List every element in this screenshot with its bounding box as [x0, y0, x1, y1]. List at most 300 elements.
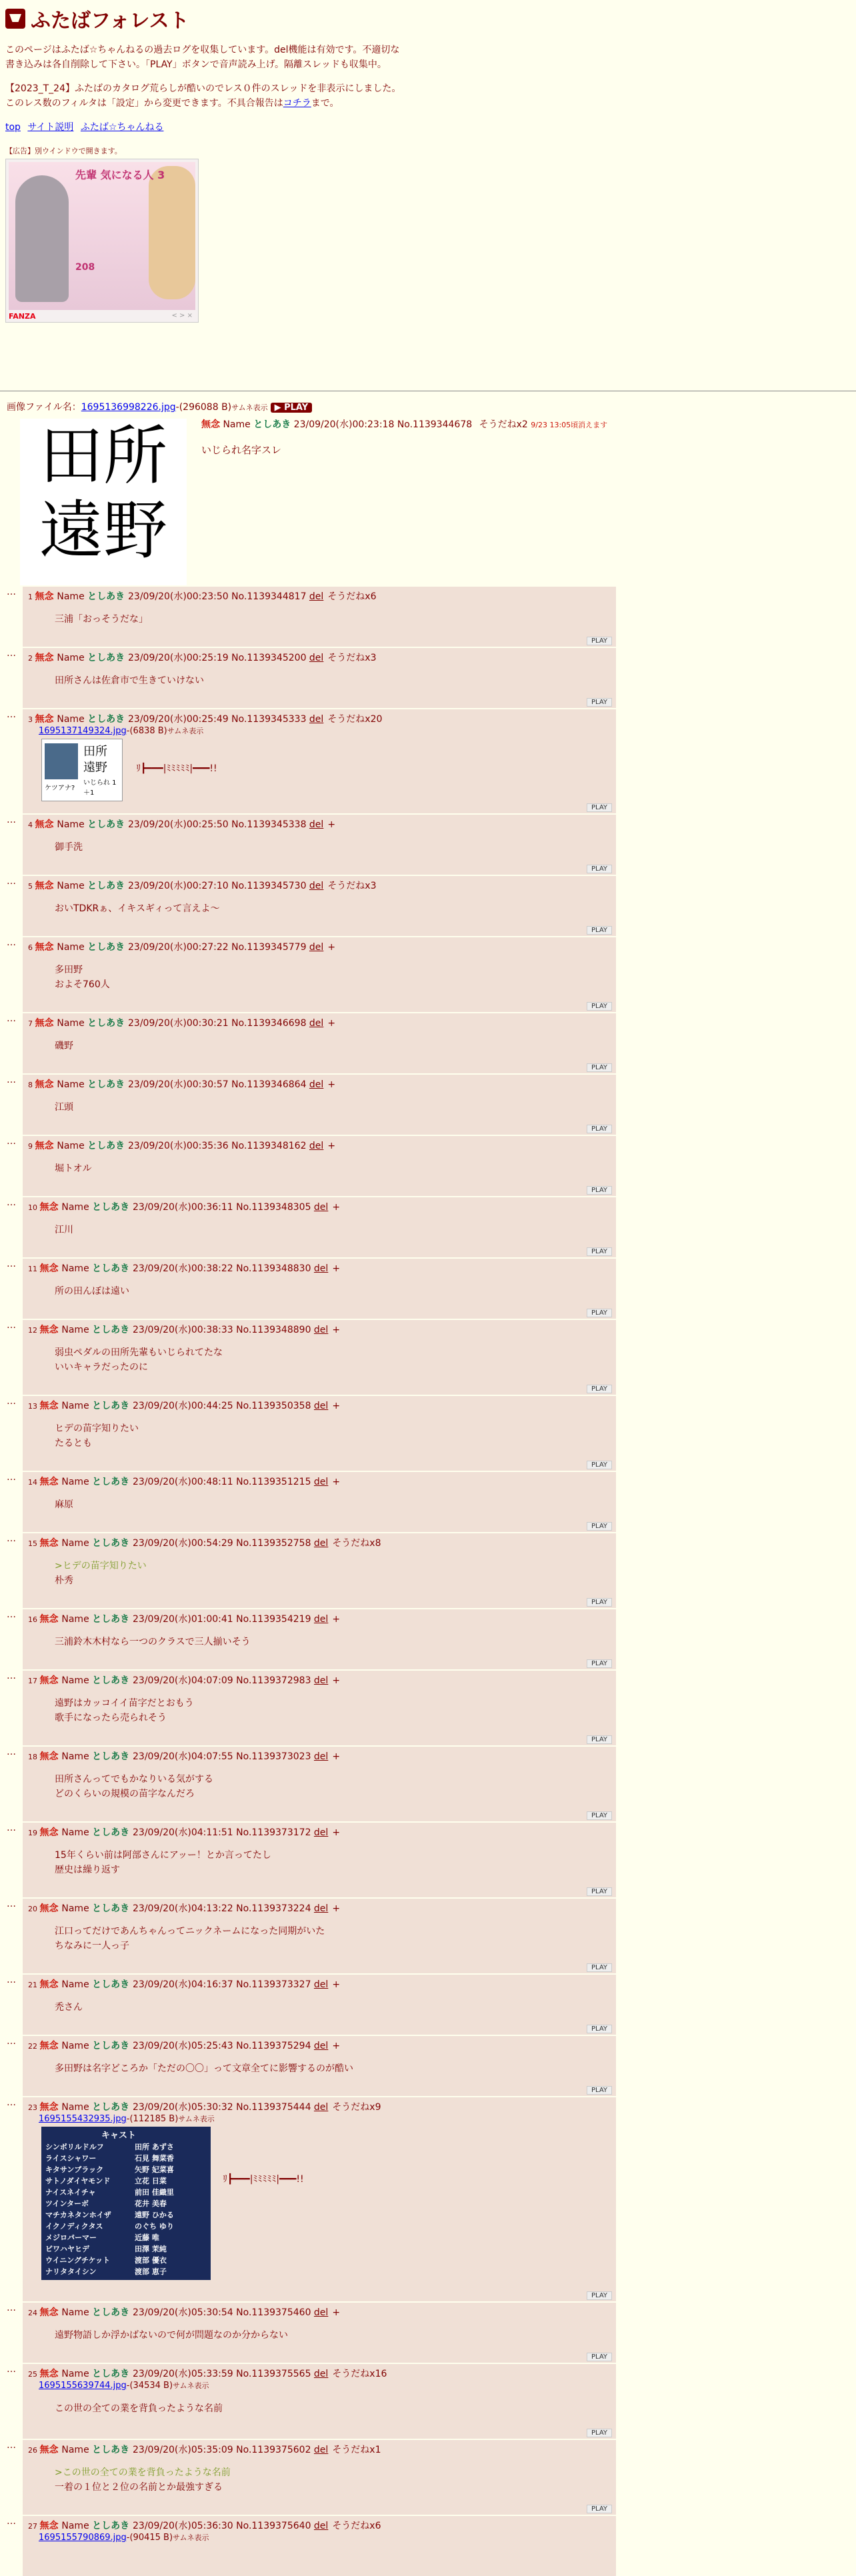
reply-number: 26	[28, 2446, 40, 2455]
reply-header	[28, 940, 335, 953]
reply-box	[23, 1013, 616, 1073]
reply-sodane[interactable]: +	[332, 1263, 341, 1274]
reply-sodane[interactable]: +	[327, 819, 336, 830]
thumb-cast-role: シンボリルドルフ	[45, 2143, 104, 2151]
reply-play-button[interactable]: PLAY	[587, 637, 612, 645]
reply-name-label: Name	[57, 591, 88, 602]
nav-about-link[interactable]: サイト説明	[27, 122, 74, 133]
reply-body	[55, 901, 220, 916]
reply-thumb[interactable]	[41, 739, 123, 801]
op-file-line: 画像ファイル名：1695136998226.jpg-(296088 B)サムネ表示 ▶ PLAY	[7, 400, 312, 413]
reply-box	[23, 2036, 616, 2096]
reply-play-button[interactable]: PLAY	[587, 2353, 612, 2361]
ad-banner[interactable]	[5, 159, 199, 323]
reply-del-link[interactable]: del	[313, 1325, 329, 1335]
reply-thumb-note[interactable]: サムネ表示	[178, 2115, 215, 2123]
reply-body	[55, 1100, 73, 1115]
reply-date: 23/09/20(水)00:27:10	[128, 881, 232, 891]
reply-subject: 無念	[39, 1675, 62, 1686]
reply-sodane[interactable]: +	[327, 1018, 336, 1029]
reply-sodane[interactable]: +	[332, 1401, 341, 1411]
reply-name-label: Name	[61, 2445, 93, 2455]
reply-body-line: 歴史は繰り返す	[55, 1865, 120, 1875]
reply-body	[55, 1284, 129, 1299]
reply-subject: 無念	[39, 1979, 62, 1990]
reply-sodane[interactable]: +	[332, 2041, 341, 2051]
reply-body-line: この世の全ての業を背負ったような名前	[55, 2403, 223, 2414]
reply-no: No.1139348305	[236, 1202, 314, 1213]
reply-no: No.1139348890	[236, 1325, 314, 1335]
reply-header	[28, 879, 377, 892]
reply-body-line: 15年くらい前は阿部さんにアッー！とか言ってたし	[55, 1850, 271, 1861]
reply-number: 8	[28, 1081, 35, 1089]
reply-date: 23/09/20(水)00:36:11	[133, 1202, 237, 1213]
op-play-button[interactable]: ▶ PLAY	[271, 403, 313, 413]
reply-row	[7, 1747, 616, 1821]
reply-box	[23, 1197, 616, 1257]
reply-body-line: 麻原	[55, 1499, 73, 1510]
reply-del-link[interactable]: del	[309, 1079, 324, 1090]
reply-thumb-note[interactable]: サムネ表示	[167, 727, 204, 735]
reply-sodane[interactable]: そうだねx9	[332, 2102, 381, 2113]
reply-play-button[interactable]: PLAY	[587, 1963, 612, 1972]
reply-sodane[interactable]: +	[327, 1141, 336, 1151]
reply-row	[7, 648, 616, 708]
reply-play-button[interactable]: PLAY	[587, 865, 612, 873]
reply-sodane[interactable]: +	[332, 1979, 341, 1990]
reply-header	[28, 2305, 340, 2319]
reply-body-line: 一着の１位と２位の名前とか最強すぎる	[55, 2482, 223, 2493]
reply-sodane[interactable]: +	[332, 1827, 341, 1838]
reply-box	[23, 1259, 616, 1319]
reply-play-button[interactable]: PLAY	[587, 1887, 612, 1896]
reply-play-button[interactable]: PLAY	[587, 803, 612, 812]
reply-no: No.1139375602	[236, 2445, 314, 2455]
reply-row	[7, 1975, 616, 2035]
reply-number: 20	[28, 1905, 40, 1913]
reply-play-button[interactable]: PLAY	[587, 1125, 612, 1133]
reply-number: 5	[28, 882, 35, 891]
reply-dots: …	[7, 2036, 16, 2047]
reply-file-link[interactable]: 1695137149324.jpg	[39, 726, 127, 736]
reply-play-button[interactable]: PLAY	[587, 1522, 612, 1531]
reply-date: 23/09/20(水)05:35:09	[133, 2445, 237, 2455]
reply-sodane[interactable]: そうだねx6	[327, 591, 377, 602]
thumb-cast-actor: 田澤 茉純	[135, 2245, 167, 2253]
reply-play-button[interactable]: PLAY	[587, 2505, 612, 2513]
reply-header	[28, 2100, 381, 2113]
reply-del-link[interactable]: del	[313, 1202, 329, 1213]
reply-dots: …	[7, 1472, 16, 1483]
reply-del-link[interactable]: del	[313, 1751, 329, 1762]
reply-body	[55, 963, 110, 992]
reply-date: 23/09/20(水)00:35:36	[128, 1141, 232, 1151]
reply-date: 23/09/20(水)00:54:29	[133, 1538, 237, 1549]
site-title[interactable]: ふたばフォレスト	[31, 9, 189, 33]
reply-no: No.1139346864	[231, 1079, 309, 1090]
reply-name: としあき	[92, 1614, 133, 1625]
reply-subject: 無念	[39, 1751, 62, 1762]
reply-box	[23, 1671, 616, 1745]
reply-no: No.1139346698	[231, 1018, 309, 1029]
reply-dots: …	[7, 1823, 16, 1833]
reply-dots: …	[7, 1320, 16, 1331]
reply-play-button[interactable]: PLAY	[587, 1659, 612, 1668]
thumb-cast-role: ライスシャワー	[45, 2154, 97, 2163]
reply-del-link[interactable]: del	[313, 1827, 329, 1838]
reply-del-link[interactable]: del	[313, 1477, 329, 1487]
reply-no: No.1139372983	[236, 1675, 314, 1686]
reply-del-link[interactable]: del	[313, 2102, 329, 2113]
thumb-cast-role: ナリタタイシン	[45, 2267, 97, 2276]
reply-date: 23/09/20(水)05:30:54	[133, 2307, 237, 2318]
reply-header	[28, 1673, 340, 1687]
reply-del-link[interactable]: del	[313, 1263, 329, 1274]
reply-subject: 無念	[39, 1477, 62, 1487]
reply-body-line: ヒデの苗字知りたい	[55, 1423, 139, 1434]
reply-del-link[interactable]: del	[313, 1401, 329, 1411]
reply-subject: 無念	[39, 1325, 62, 1335]
reply-sodane[interactable]: そうだねx1	[332, 2445, 381, 2455]
reply-subject: 無念	[39, 1614, 62, 1625]
reply-no: No.1139345730	[231, 881, 309, 891]
reply-play-button[interactable]: PLAY	[587, 1186, 612, 1195]
reply-body	[55, 1161, 92, 1176]
reply-date: 23/09/20(水)00:25:50	[128, 819, 232, 830]
reply-sodane[interactable]: そうだねx20	[327, 714, 383, 725]
reply-name: としあき	[87, 1079, 129, 1090]
reply-del-link[interactable]: del	[313, 1614, 329, 1625]
reply-header	[28, 589, 377, 603]
reply-sodane[interactable]: +	[332, 1202, 341, 1213]
reply-date: 23/09/20(水)04:16:37	[133, 1979, 237, 1990]
reply-name: としあき	[92, 2369, 133, 2379]
reply-file-link[interactable]: 1695155432935.jpg	[39, 2114, 127, 2124]
reply-date: 23/09/20(水)00:38:33	[133, 1325, 237, 1335]
reply-sodane[interactable]: そうだねx6	[332, 2521, 381, 2531]
reply-name-label: Name	[61, 2369, 93, 2379]
reply-header	[28, 712, 382, 725]
reply-no: No.1139345333	[231, 714, 309, 725]
thumb-cast-actor: 渡部 優衣	[135, 2256, 167, 2265]
reply-name-label: Name	[61, 2521, 93, 2531]
op-thumb-note[interactable]: サムネ表示	[231, 403, 268, 412]
reply-subject: 無念	[35, 1018, 57, 1029]
reply-play-button[interactable]: PLAY	[587, 1461, 612, 1469]
ad-image[interactable]	[9, 162, 195, 310]
thumb-cast-role: イクノディクタス	[45, 2222, 103, 2231]
reply-del-link[interactable]: del	[309, 1018, 324, 1029]
reply-row	[7, 1320, 616, 1395]
reply-del-link[interactable]: del	[309, 653, 324, 663]
reply-thumb-note[interactable]: サムネ表示	[173, 2533, 209, 2542]
reply-name-label: Name	[61, 2041, 93, 2051]
reply-date: 23/09/20(水)00:25:49	[128, 714, 232, 725]
reply-name: としあき	[92, 1751, 133, 1762]
reply-box	[23, 1975, 616, 2035]
reply-body	[55, 840, 83, 855]
reply-date: 23/09/20(水)00:30:21	[128, 1018, 232, 1029]
reply-name-label: Name	[61, 2102, 93, 2113]
thumb-right-text: 遠野	[83, 761, 107, 775]
site-logo-icon[interactable]	[5, 9, 25, 29]
reply-no: No.1139354219	[236, 1614, 314, 1625]
reply-body-line: おいTDKRぁ、イキスギィって言えよ～	[55, 903, 220, 914]
reply-subject: 無念	[39, 2369, 62, 2379]
reply-name-label: Name	[57, 714, 88, 725]
reply-date: 23/09/20(水)05:25:43	[133, 2041, 237, 2051]
thumb-caption-2: いじられ 1＋1	[83, 779, 117, 797]
reply-subject: 無念	[35, 942, 57, 953]
reply-play-button[interactable]: PLAY	[587, 1735, 612, 1744]
reply-sodane[interactable]: +	[327, 942, 336, 953]
thumb-cast-actor: 遠野 ひかる	[135, 2211, 174, 2219]
reply-subject: 無念	[35, 591, 57, 602]
reply-dots: …	[7, 937, 16, 948]
reply-dots: …	[7, 2097, 16, 2108]
nav-top-link[interactable]: top	[5, 122, 21, 133]
reply-name: としあき	[87, 942, 129, 953]
reply-body-line: 朴秀	[55, 1575, 73, 1586]
reply-play-button[interactable]: PLAY	[587, 2291, 612, 2300]
reply-date: 23/09/20(水)00:48:11	[133, 1477, 237, 1487]
reply-dots: …	[7, 1609, 16, 1620]
reply-body-line: 江川	[55, 1225, 73, 1235]
ad-nav-arrows[interactable]: < > ×	[171, 312, 193, 319]
reply-del-link[interactable]: del	[313, 2369, 329, 2379]
reply-body	[55, 1039, 73, 1053]
reply-del-link[interactable]: del	[313, 2445, 329, 2455]
reply-play-button[interactable]: PLAY	[587, 698, 612, 707]
reply-row	[7, 1136, 616, 1196]
reply-no: No.1139375640	[236, 2521, 314, 2531]
reply-no: No.1139375294	[236, 2041, 314, 2051]
reply-file-link[interactable]: 1695155639744.jpg	[39, 2381, 127, 2391]
reply-name: としあき	[92, 1979, 133, 1990]
reply-body-line: 江頭	[55, 1102, 73, 1113]
reply-header	[28, 1977, 340, 1991]
reply-body-line: どのくらいの規模の苗字なんだろ	[55, 1789, 195, 1799]
reply-name-label: Name	[57, 1018, 88, 1029]
reply-dots: …	[7, 1899, 16, 1909]
reply-subject: 無念	[35, 881, 57, 891]
reply-row	[7, 1013, 616, 1073]
reply-no: No.1139348830	[236, 1263, 314, 1274]
reply-no: No.1139345200	[231, 653, 309, 663]
reply-number: 11	[28, 1265, 40, 1273]
reply-play-button[interactable]: PLAY	[587, 1063, 612, 1072]
reply-box	[23, 1472, 616, 1532]
reply-play-button[interactable]: PLAY	[587, 1247, 612, 1256]
reply-name-label: Name	[61, 1903, 93, 1914]
thumb-cast-actor: 近藤 唯	[135, 2233, 159, 2242]
reply-row	[7, 1259, 616, 1319]
reply-number: 7	[28, 1019, 35, 1028]
site-intro: このページはふたば☆ちゃんねるの過去ログを収集しています。del機能は有効です。不適切な書き込みは各自削除して下さい。「PLAY」ボタンで音声読み上げ。隔離スレッドも収集中。	[5, 45, 400, 70]
reply-subject: 無念	[39, 2307, 62, 2318]
reply-sodane[interactable]: +	[332, 1675, 341, 1686]
reply-header	[28, 1077, 335, 1091]
op-sodane[interactable]: そうだねx2	[479, 419, 528, 430]
reply-sodane[interactable]: +	[332, 2307, 341, 2318]
reply-header	[28, 1200, 340, 1213]
reply-del-link[interactable]: del	[309, 714, 324, 725]
reply-file-link[interactable]: 1695155790869.jpg	[39, 2533, 127, 2543]
reply-date: 23/09/20(水)00:27:22	[128, 942, 232, 953]
reply-name: としあき	[92, 1401, 133, 1411]
reply-number: 27	[28, 2522, 40, 2531]
reply-play-button[interactable]: PLAY	[587, 1385, 612, 1393]
reply-header	[28, 1536, 381, 1549]
reply-del-link[interactable]: del	[309, 819, 324, 830]
reply-date: 23/09/20(水)00:44:25	[133, 1401, 237, 1411]
reply-number: 22	[28, 2042, 40, 2051]
reply-date: 23/09/20(水)04:07:55	[133, 1751, 237, 1762]
reply-number: 12	[28, 1326, 40, 1335]
reply-row	[7, 1823, 616, 1897]
reply-sodane[interactable]: +	[332, 1325, 341, 1335]
op-no: No.1139344678	[397, 419, 473, 430]
op-name-label: Name	[223, 419, 251, 430]
reply-dots: …	[7, 648, 16, 659]
reply-date: 23/09/20(水)04:13:22	[133, 1903, 237, 1914]
reply-date: 23/09/20(水)05:36:30	[133, 2521, 237, 2531]
reply-row	[7, 1197, 616, 1257]
reply-row	[7, 587, 616, 647]
op-file-link[interactable]: 1695136998226.jpg	[81, 402, 176, 413]
reply-name: としあき	[92, 2445, 133, 2455]
reply-header	[28, 1901, 340, 1915]
reply-box	[23, 1823, 616, 1897]
reply-date: 23/09/20(水)05:33:59	[133, 2369, 237, 2379]
reply-date: 23/09/20(水)04:11:51	[133, 1827, 237, 1838]
ad-brand: FANZA	[9, 312, 36, 321]
reply-no: No.1139373172	[236, 1827, 314, 1838]
reply-sodane[interactable]: そうだねx3	[327, 653, 377, 663]
reply-play-button[interactable]: PLAY	[587, 2025, 612, 2033]
ad-figure-left	[15, 175, 69, 302]
reply-header	[28, 2519, 381, 2532]
reply-header	[28, 2039, 340, 2052]
thumb-cast-role: マチカネタンホイザ	[45, 2211, 111, 2219]
reply-sodane[interactable]: そうだねx3	[327, 881, 377, 891]
reply-thumb-note[interactable]: サムネ表示	[173, 2381, 209, 2390]
reply-del-link[interactable]: del	[313, 2041, 329, 2051]
reply-subject: 無念	[39, 1827, 62, 1838]
reply-number: 10	[28, 1203, 40, 1212]
reply-body-line: たるとも	[55, 1438, 92, 1449]
reply-file-size: -(34534 B)	[126, 2381, 173, 2391]
reply-number: 24	[28, 2309, 40, 2317]
reply-sodane[interactable]: +	[332, 1751, 341, 1762]
reply-name: としあき	[92, 1202, 133, 1213]
reply-del-link[interactable]: del	[309, 942, 324, 953]
reply-sodane[interactable]: +	[332, 1903, 341, 1914]
reply-box	[23, 815, 616, 875]
reply-no: No.1139344817	[231, 591, 309, 602]
reply-dots: …	[7, 2516, 16, 2527]
reply-number: 16	[28, 1615, 40, 1624]
reply-box	[23, 2440, 616, 2515]
reply-subject: 無念	[39, 1401, 62, 1411]
op-subject: 無念	[201, 419, 220, 430]
reply-dots: …	[7, 709, 16, 720]
reply-del-link[interactable]: del	[313, 1538, 329, 1549]
op-image[interactable]: 田所遠野	[20, 419, 187, 585]
reply-name: としあき	[87, 1141, 129, 1151]
reply-sodane[interactable]: そうだねx8	[332, 1538, 381, 1549]
reply-del-link[interactable]: del	[309, 881, 324, 891]
ad-label: 【広告】別ウインドウで開きます。	[5, 147, 122, 155]
reply-header	[28, 1612, 340, 1625]
thumb-cast-role: サトノダイヤモンド	[45, 2177, 111, 2185]
reply-sodane[interactable]: +	[332, 1477, 341, 1487]
reply-dots: …	[7, 2440, 16, 2451]
reply-number: 1	[28, 593, 35, 601]
reply-body	[55, 1848, 271, 1877]
op-expire: 9/23 13:05頃消えます	[531, 421, 608, 429]
reply-body	[55, 1924, 325, 1953]
reply-number: 25	[28, 2370, 40, 2379]
reply-name-label: Name	[61, 1477, 93, 1487]
nav-futaba-link[interactable]: ふたば☆ちゃんねる	[80, 122, 164, 133]
reply-thumb[interactable]	[41, 2127, 211, 2280]
reply-quote: >この世の全ての業を背負ったような名前	[55, 2467, 231, 2478]
reply-del-link[interactable]: del	[313, 1903, 329, 1914]
reply-body-line: 三浦「おっそうだな」	[55, 614, 148, 625]
report-link[interactable]: コチラ	[283, 98, 311, 109]
reply-body-line: ﾘ┣━━━|ﾐﾐﾐﾐﾐ|━━━!!	[136, 763, 217, 774]
reply-play-button[interactable]: PLAY	[587, 1811, 612, 1820]
reply-del-link[interactable]: del	[313, 1675, 329, 1686]
reply-row	[7, 2364, 616, 2439]
reply-play-button[interactable]: PLAY	[587, 926, 612, 935]
reply-row	[7, 1671, 616, 1745]
reply-play-button[interactable]: PLAY	[587, 1002, 612, 1011]
reply-file-size: -(90415 B)	[126, 2533, 173, 2543]
reply-body-line: 江口ってだけであんちゃんってニックネームになった同期がいた	[55, 1926, 325, 1937]
reply-body	[55, 673, 204, 688]
reply-body-line: 多田野	[55, 965, 83, 975]
reply-del-link[interactable]: del	[313, 2307, 329, 2318]
reply-date: 23/09/20(水)00:23:50	[128, 591, 232, 602]
reply-del-link[interactable]: del	[309, 591, 324, 602]
thumb-cast-role: ナイスネイチャ	[45, 2188, 96, 2197]
reply-header	[28, 1475, 340, 1488]
reply-sodane[interactable]: +	[332, 1614, 341, 1625]
reply-body-line: ちなみに一人っ子	[55, 1941, 129, 1951]
reply-name-label: Name	[61, 1202, 93, 1213]
reply-subject: 無念	[39, 2445, 62, 2455]
reply-del-link[interactable]: del	[313, 2521, 329, 2531]
reply-body	[55, 612, 148, 627]
reply-no: No.1139345779	[231, 942, 309, 953]
reply-body	[55, 2000, 83, 2015]
reply-del-link[interactable]: del	[309, 1141, 324, 1151]
reply-subject: 無念	[39, 1538, 62, 1549]
reply-dots: …	[7, 2364, 16, 2375]
reply-del-link[interactable]: del	[313, 1979, 329, 1990]
reply-play-button[interactable]: PLAY	[587, 1598, 612, 1607]
reply-number: 3	[28, 715, 35, 724]
reply-play-button[interactable]: PLAY	[587, 1309, 612, 1317]
reply-sodane[interactable]: +	[327, 1079, 336, 1090]
reply-file-line	[39, 725, 203, 736]
reply-sodane[interactable]: そうだねx16	[332, 2369, 387, 2379]
reply-play-button[interactable]: PLAY	[587, 2086, 612, 2095]
reply-play-button[interactable]: PLAY	[587, 2429, 612, 2437]
reply-header	[28, 1016, 335, 1029]
